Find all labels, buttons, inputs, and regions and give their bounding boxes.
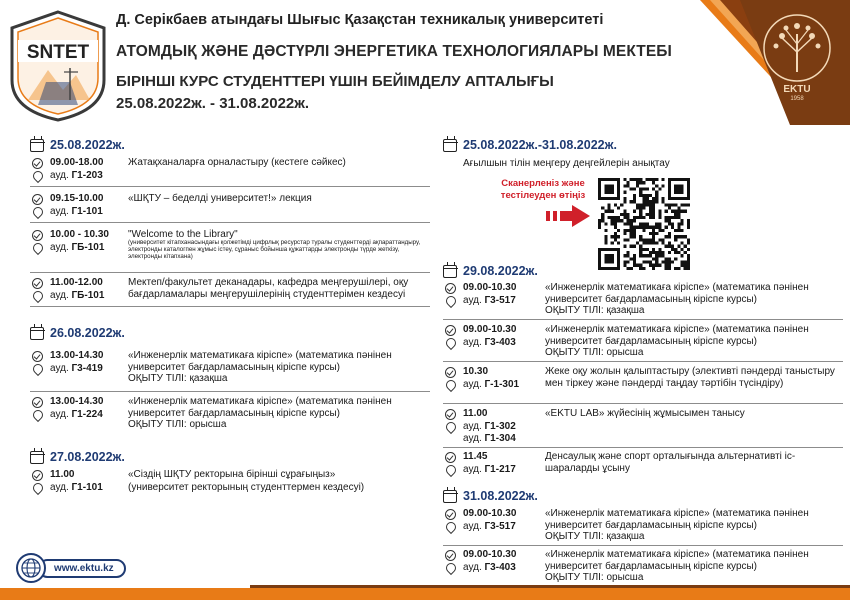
- event-time: 09.00-18.00: [50, 157, 104, 168]
- event-item: [443, 282, 843, 320]
- event-desc: «Инженерлік математикаға кіріспе» (математика пәнінен университет бағдарламасының кіріспе курсы): [545, 282, 809, 305]
- event-desc: Мектеп/факультет деканадары, кафедра меңгерушілері, оқу бағдарламалары меңгерушілерінің студенттерімен кездесуі: [128, 277, 409, 300]
- location-pin-icon: [444, 561, 458, 575]
- arrow-right-icon: [546, 205, 590, 227]
- event-room: ауд. ГБ-101: [50, 242, 105, 253]
- event-room: ауд. Г1-217: [463, 464, 516, 475]
- day-header-27: [30, 450, 125, 464]
- clock-check-icon: [445, 509, 456, 520]
- event-time: 11.00: [50, 469, 75, 480]
- location-pin-icon: [444, 463, 458, 477]
- english-test-desc: Ағылшын тілін меңгеру деңгейлерін анықтау: [463, 158, 670, 169]
- week-title: БІРІНШІ КУРС СТУДЕНТТЕРІ ҮШІН БЕЙІМДЕЛУ АПТАЛЫҒЫ: [116, 73, 554, 90]
- location-pin-icon: [444, 294, 458, 308]
- event-time: 09.00-10.30: [463, 282, 517, 293]
- event-time: 09.00-10.30: [463, 508, 517, 519]
- location-pin-icon: [31, 481, 45, 495]
- event-desc: «EKTU LAB» жүйесінің жұмысымен танысу: [545, 408, 745, 419]
- location-pin-icon: [444, 378, 458, 392]
- divider: [30, 391, 430, 392]
- event-lang: ОҚЫТУ ТІЛІ: орысша: [545, 572, 644, 583]
- clock-check-icon: [32, 470, 43, 481]
- location-pin-icon: [31, 408, 45, 422]
- divider: [443, 319, 843, 320]
- tree-icon: [762, 12, 832, 84]
- corner-logo-text: EKTU: [783, 84, 811, 95]
- event-time: 10.00 - 10.30: [50, 229, 109, 240]
- location-pin-icon: [31, 205, 45, 219]
- event-room: ауд. Г1-203: [50, 170, 103, 181]
- event-room: ауд. Г1-101: [50, 206, 103, 217]
- event-room: ауд. Г3-517: [463, 521, 516, 532]
- event-lang: ОҚЫТУ ТІЛІ: қазақша: [545, 531, 645, 542]
- calendar-icon: [443, 490, 457, 503]
- calendar-icon: [30, 327, 44, 340]
- divider: [30, 186, 430, 187]
- event-item: [30, 277, 430, 303]
- sntet-logo: [8, 10, 108, 122]
- event-item: [30, 350, 430, 388]
- event-room: ауд. Г1-224: [50, 409, 103, 420]
- event-room: ауд. Г3-517: [463, 295, 516, 306]
- event-time: 10.30: [463, 366, 489, 377]
- event-item: [443, 324, 843, 362]
- logo-text: SNTET: [26, 42, 90, 63]
- clock-check-icon: [445, 325, 456, 336]
- calendar-icon: [443, 265, 457, 278]
- event-item: [443, 549, 843, 587]
- event-lang: ОҚЫТУ ТІЛІ: қазақша: [545, 305, 645, 316]
- day-date: 27.08.2022ж.: [50, 450, 125, 464]
- event-desc: «Инженерлік математикаға кіріспе» (математика пәнінен университет бағдарламасының кіріспе курсы): [128, 350, 392, 373]
- calendar-icon: [30, 451, 44, 464]
- event-desc: «Инженерлік математикаға кіріспе» (математика пәнінен университет бағдарламасының кіріспе курсы): [545, 324, 809, 347]
- day-header-range: [443, 138, 617, 152]
- event-desc: Жатақханаларға орналастыру (кестеге сәйкес): [128, 157, 346, 168]
- clock-check-icon: [445, 550, 456, 561]
- location-pin-icon: [31, 289, 45, 303]
- event-desc: Денсаулық және спорт орталығында альтернативті іс-шараларды ұсыну: [545, 451, 796, 474]
- event-desc: «Инженерлік математикаға кіріспе» (математика пәнінен университет бағдарламасының кіріспе курсы): [545, 549, 809, 572]
- clock-check-icon: [32, 230, 43, 241]
- divider: [30, 222, 430, 223]
- event-desc: «Сіздің ШҚТУ ректорына бірінші сұрағыңыз»: [128, 469, 336, 480]
- day-header-26: [30, 326, 125, 340]
- clock-check-icon: [32, 397, 43, 408]
- event-item: [443, 508, 843, 546]
- divider: [443, 361, 843, 362]
- location-pin-icon: [31, 362, 45, 376]
- event-desc: «Инженерлік математикаға кіріспе» (математика пәнінен университет бағдарламасының кіріспе курсы): [545, 508, 809, 531]
- clock-check-icon: [32, 158, 43, 169]
- event-time: 09.00-10.30: [463, 549, 517, 560]
- event-item: [30, 469, 430, 495]
- divider: [443, 403, 843, 404]
- event-item: [443, 408, 843, 446]
- calendar-icon: [30, 139, 44, 152]
- event-lang: ОҚЫТУ ТІЛІ: қазақша: [128, 373, 228, 384]
- school-name: АТОМДЫҚ ЖӘНЕ ДӘСТҮРЛІ ЭНЕРГЕТИКА ТЕХНОЛОГИЯЛАРЫ МЕКТЕБІ: [116, 43, 672, 60]
- globe-icon: [16, 553, 46, 583]
- corner-brand: [700, 0, 850, 125]
- location-pin-icon: [31, 169, 45, 183]
- location-pin-icon: [444, 520, 458, 534]
- day-header-25: [30, 138, 125, 152]
- day-header-31: [443, 489, 538, 503]
- website-link[interactable]: www.ektu.kz: [38, 559, 126, 578]
- event-time: 11.45: [463, 451, 488, 462]
- clock-check-icon: [32, 351, 43, 362]
- event-item: [30, 193, 430, 219]
- clock-check-icon: [445, 409, 456, 420]
- event-room-2: ауд. Г1-304: [463, 433, 516, 444]
- divider: [30, 272, 430, 273]
- calendar-icon: [443, 139, 457, 152]
- event-time: 13.00-14.30: [50, 396, 104, 407]
- event-item: [443, 366, 843, 404]
- location-pin-icon: [31, 241, 45, 255]
- event-lang: ОҚЫТУ ТІЛІ: орысша: [128, 419, 227, 430]
- corner-year: 1958: [790, 96, 804, 102]
- event-room: ауд. ГБ-101: [50, 290, 105, 301]
- event-time: 09.00-10.30: [463, 324, 517, 335]
- day-date: 31.08.2022ж.: [463, 489, 538, 503]
- day-date: 26.08.2022ж.: [50, 326, 125, 340]
- event-item: [30, 229, 430, 269]
- event-time: 09.15-10.00: [50, 193, 104, 204]
- event-desc: "Welcome to the Library": [128, 229, 238, 240]
- event-desc: «ШҚТУ – беделді университет!» лекция: [128, 193, 312, 204]
- event-room: ауд. Г3-403: [463, 562, 516, 573]
- qr-instruction: Сканерленіз және тестілеуден өтіңіз: [500, 178, 586, 201]
- event-time: 13.00-14.30: [50, 350, 104, 361]
- event-item: [30, 157, 430, 183]
- event-item: [30, 396, 430, 434]
- event-desc-detail: (университет кітапханасындағы қолжетімді цифрлық ресурстар туралы студенттерді ақпараттандыру, электронды каталогпен жұмыс істеу, сұраныс бойынша құжаттарды электронды түрде жеткізу, электронды кітапхана): [128, 239, 421, 261]
- day-date: 25.08.2022ж.-31.08.2022ж.: [463, 138, 617, 152]
- clock-check-icon: [445, 283, 456, 294]
- divider: [443, 447, 843, 448]
- clock-check-icon: [32, 194, 43, 205]
- week-dates: 25.08.2022ж. - 31.08.2022ж.: [116, 95, 310, 112]
- event-time: 11.00: [463, 408, 488, 419]
- day-date: 29.08.2022ж.: [463, 264, 538, 278]
- divider: [443, 545, 843, 546]
- university-name: Д. Серікбаев атындағы Шығыс Қазақстан техникалық университеті: [116, 12, 604, 28]
- event-desc: Жеке оқу жолын қалыптастыру (элективті пәндерді таныстыру мен тіркеу және пәндерді таңдау тәртібін түсіндіру): [545, 366, 835, 389]
- event-time: 11.00-12.00: [50, 277, 103, 288]
- event-room: ауд. Г3-419: [50, 363, 103, 374]
- event-desc-2: (университет ректорының студенттермен кездесуі): [128, 482, 365, 493]
- clock-check-icon: [445, 452, 456, 463]
- clock-check-icon: [445, 367, 456, 378]
- day-header-29: [443, 264, 538, 278]
- event-lang: ОҚЫТУ ТІЛІ: орысша: [545, 347, 644, 358]
- location-pin-icon: [444, 420, 458, 434]
- event-room: ауд. Г1-302: [463, 421, 516, 432]
- qr-code[interactable]: [598, 178, 690, 270]
- location-pin-icon: [444, 336, 458, 350]
- event-desc: «Инженерлік математикаға кіріспе» (математика пәнінен университет бағдарламасының кіріспе курсы): [128, 396, 392, 419]
- bottom-stripe: [0, 588, 850, 600]
- event-item: [443, 451, 843, 477]
- divider: [30, 306, 430, 307]
- event-room: ауд. Г-1-301: [463, 379, 520, 390]
- event-room: ауд. Г1-101: [50, 482, 103, 493]
- website-badge[interactable]: [16, 553, 126, 583]
- clock-check-icon: [32, 278, 43, 289]
- day-date: 25.08.2022ж.: [50, 138, 125, 152]
- event-room: ауд. Г3-403: [463, 337, 516, 348]
